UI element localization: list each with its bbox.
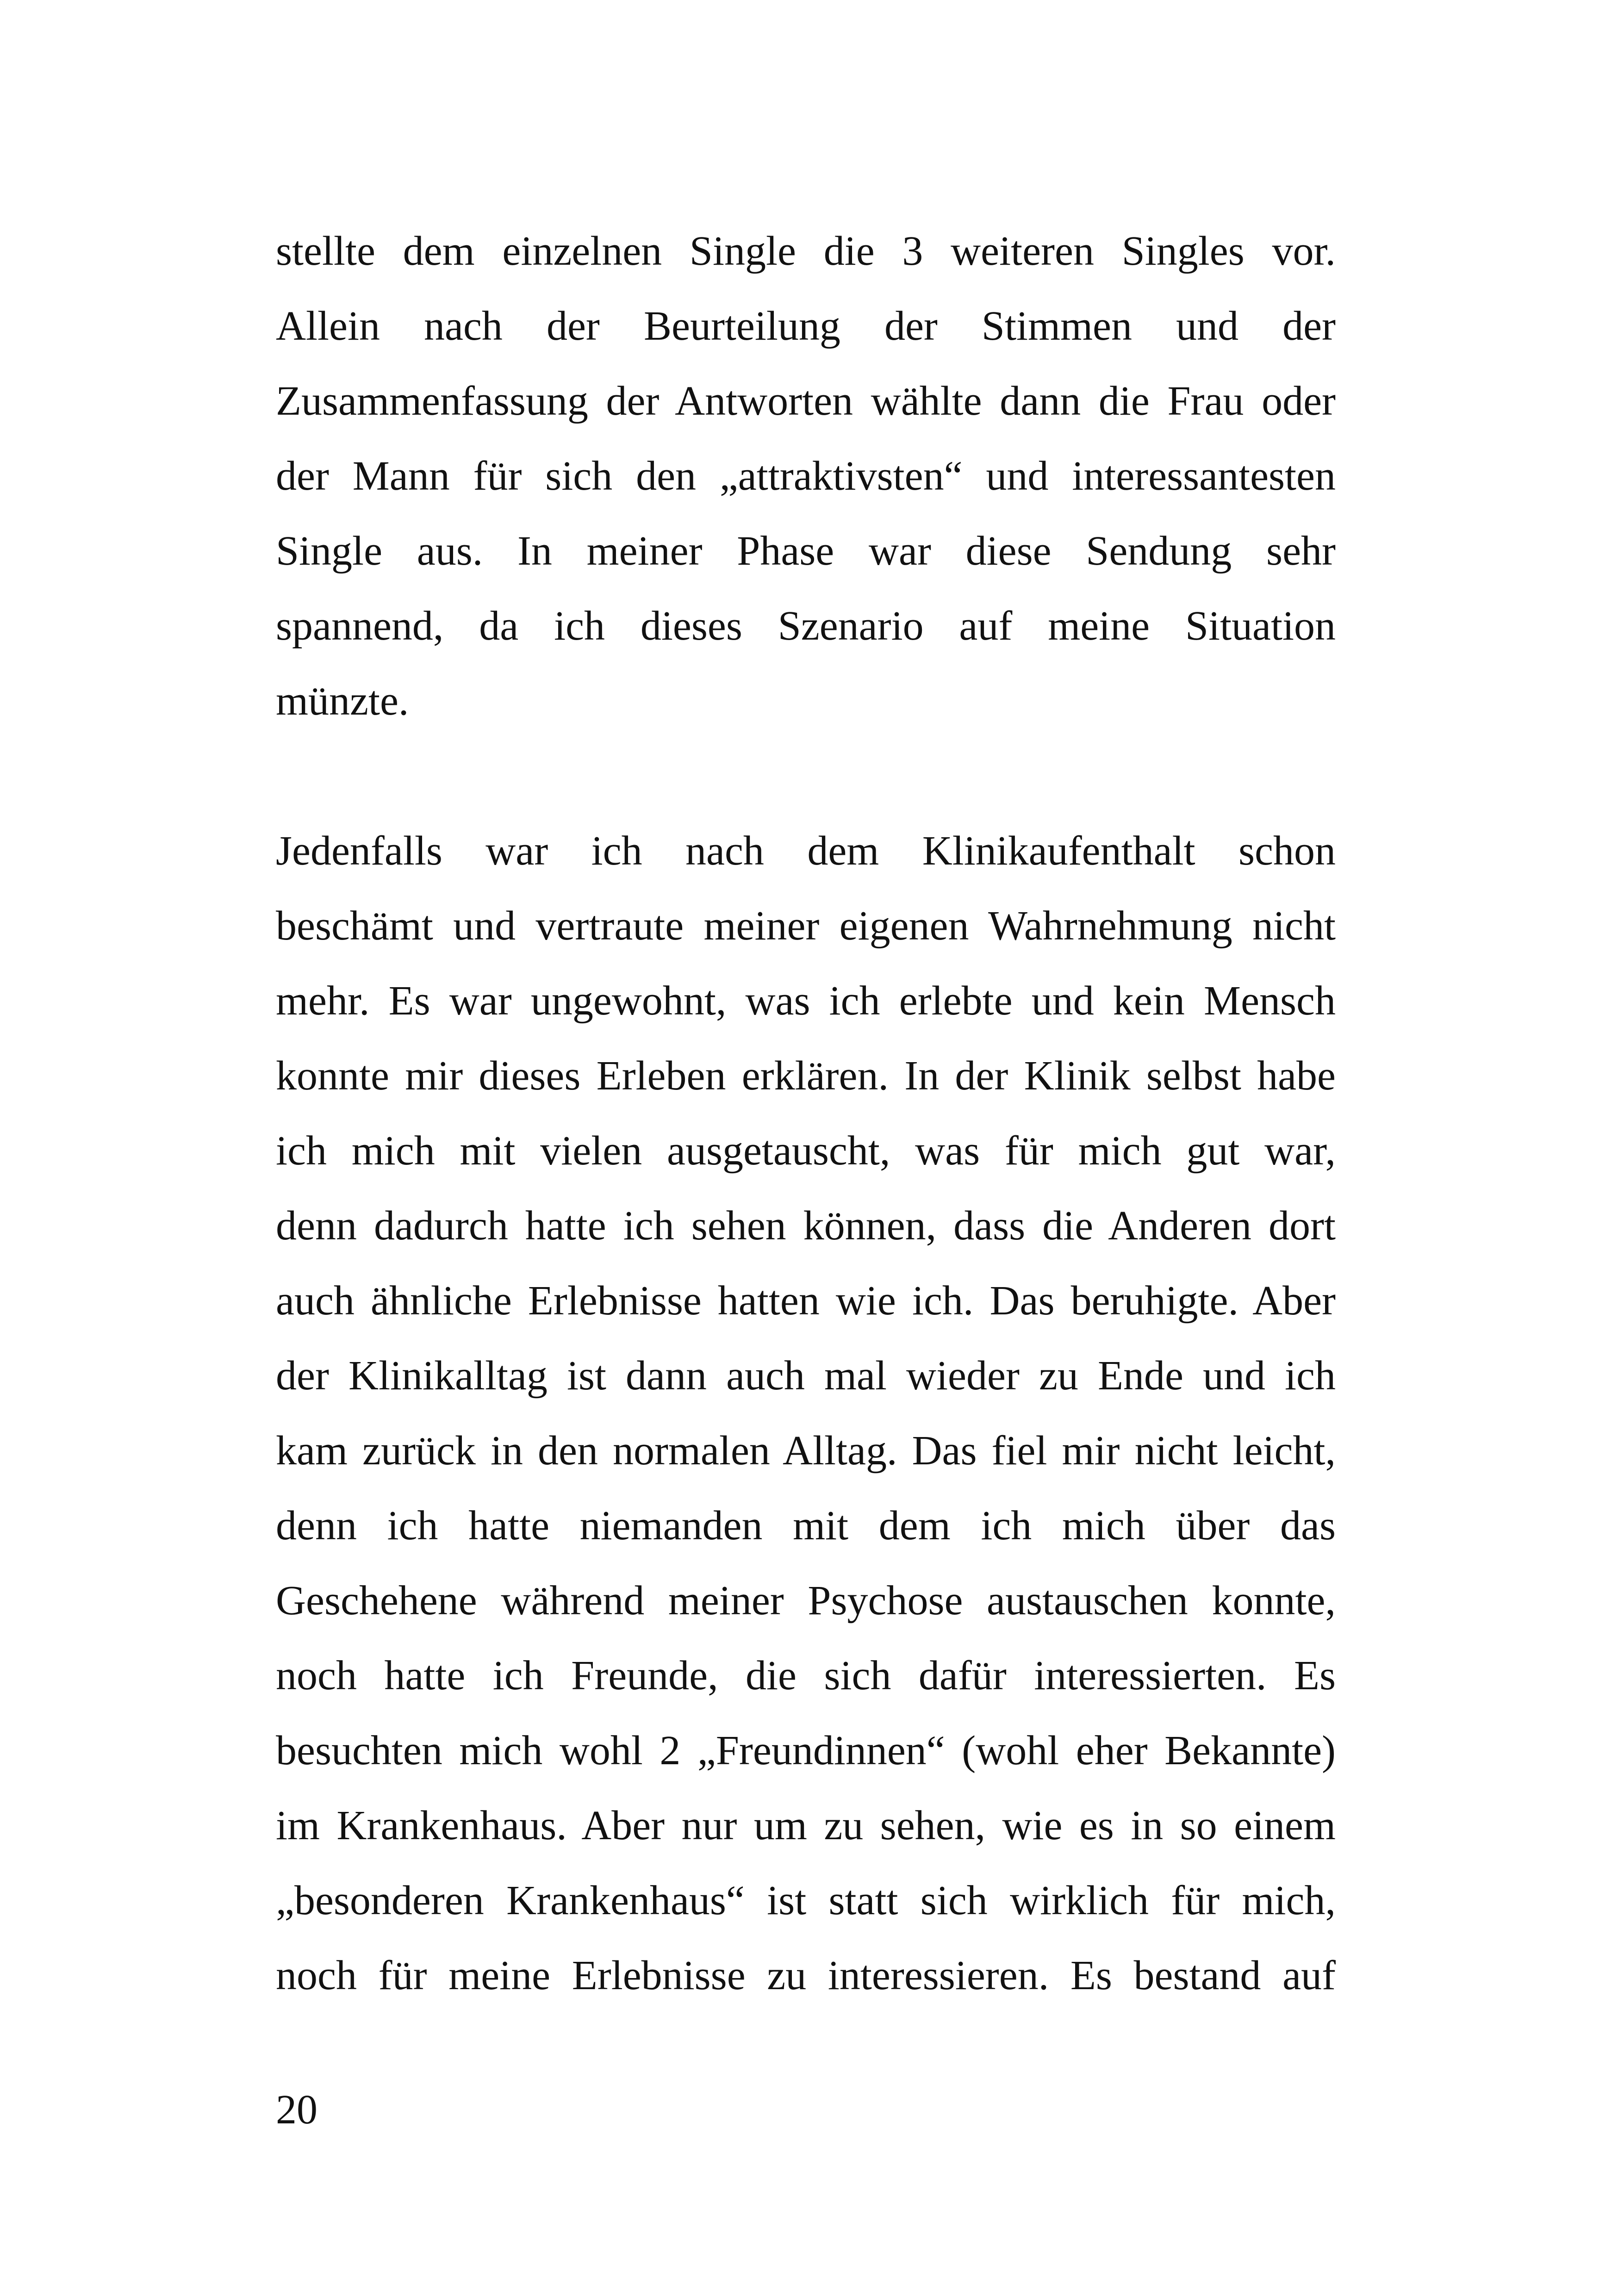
page-number: 20 bbox=[276, 2087, 317, 2133]
text-line: Jedenfalls war ich nach dem Klinikaufenthalt schon bbox=[276, 828, 1336, 874]
text-line: „besonderen Krankenhaus“ ist statt sich wirklich für mich, bbox=[276, 1878, 1336, 1923]
text-line: der Klinikalltag ist dann auch mal wieder zu Ende und ich bbox=[276, 1353, 1336, 1399]
text-line: münzte. bbox=[276, 678, 409, 724]
text-line: noch für meine Erlebnisse zu interessieren. Es bestand auf bbox=[276, 1953, 1336, 1998]
text-line: Allein nach der Beurteilung der Stimmen und der bbox=[276, 303, 1336, 349]
text-line: Zusammenfassung der Antworten wählte dann die Frau oder bbox=[276, 378, 1336, 424]
text-line: der Mann für sich den „attraktivsten“ und interessantesten bbox=[276, 453, 1336, 499]
text-line: mehr. Es war ungewohnt, was ich erlebte und kein Mensch bbox=[276, 978, 1336, 1024]
text-line: beschämt und vertraute meiner eigenen Wahrnehmung nicht bbox=[276, 903, 1336, 949]
text-line: denn ich hatte niemanden mit dem ich mich über das bbox=[276, 1503, 1336, 1549]
text-line: stellte dem einzelnen Single die 3 weiteren Singles vor. bbox=[276, 228, 1336, 274]
text-line: ich mich mit vielen ausgetauscht, was für mich gut war, bbox=[276, 1128, 1336, 1174]
text-line: kam zurück in den normalen Alltag. Das fiel mir nicht leicht, bbox=[276, 1428, 1336, 1474]
text-line: besuchten mich wohl 2 „Freundinnen“ (wohl eher Bekannte) bbox=[276, 1728, 1336, 1773]
text-line: Single aus. In meiner Phase war diese Sendung sehr bbox=[276, 528, 1336, 574]
text-line: im Krankenhaus. Aber nur um zu sehen, wie es in so einem bbox=[276, 1803, 1336, 1848]
paragraph-1 bbox=[276, 214, 1336, 739]
text-line: konnte mir dieses Erleben erklären. In der Klinik selbst habe bbox=[276, 1053, 1336, 1099]
text-line: noch hatte ich Freunde, die sich dafür interessierten. Es bbox=[276, 1653, 1336, 1699]
paragraph-2 bbox=[276, 814, 1336, 2013]
text-line: denn dadurch hatte ich sehen können, dass die Anderen dort bbox=[276, 1203, 1336, 1249]
text-line: spannend, da ich dieses Szenario auf meine Situation bbox=[276, 603, 1336, 649]
text-line: auch ähnliche Erlebnisse hatten wie ich. Das beruhigte. Aber bbox=[276, 1278, 1336, 1324]
text-line: Geschehene während meiner Psychose austauschen konnte, bbox=[276, 1578, 1336, 1624]
